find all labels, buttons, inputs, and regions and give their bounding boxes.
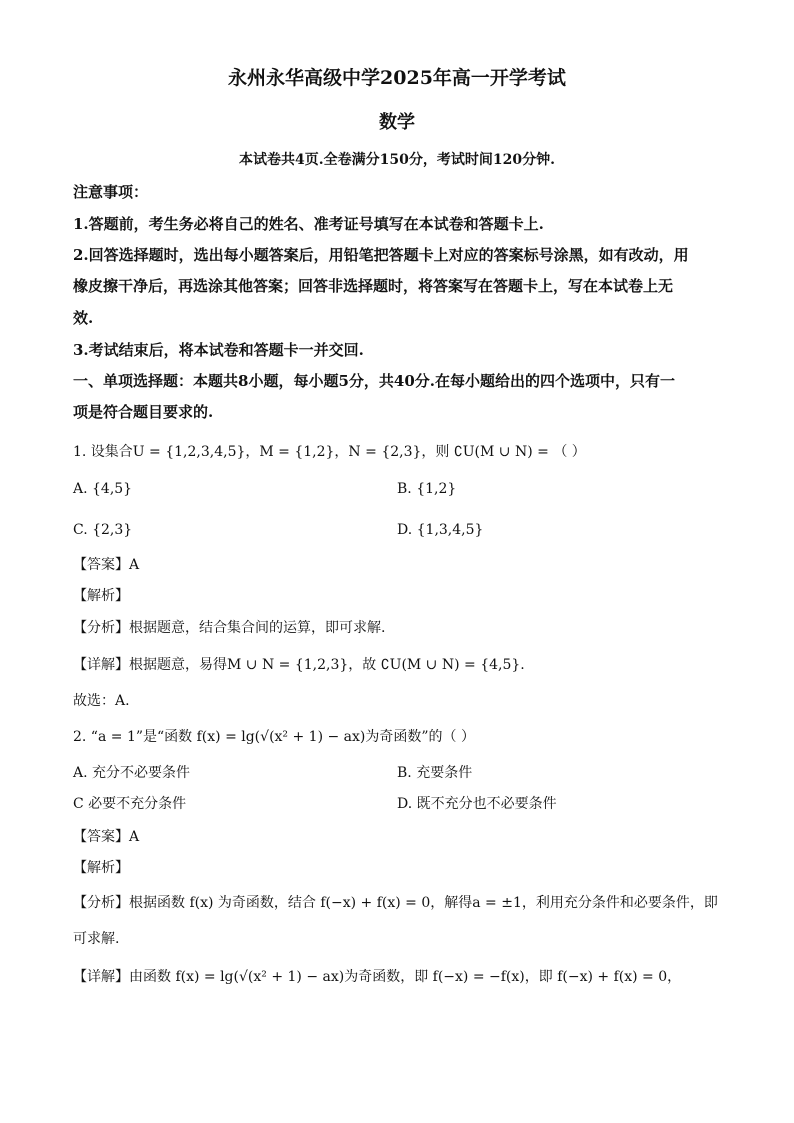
q1-stem: 1. 设集合U = {1,2,3,4,5}，M = {1,2}，N = {2,3}，则 ∁U(M ∪ N) = （ ） <box>73 444 586 460</box>
notes-heading: 注意事项： <box>73 183 149 201</box>
exam-subject: 数学 <box>379 112 415 133</box>
q1-option-a: A. {4,5} <box>73 481 133 497</box>
notes-item-2-line-2: 橡皮擦干净后，再选涂其他答案；回答非选择题时，将答案写在答题卡上，写在本试卷上无 <box>73 277 674 295</box>
q1-xiangjie: 【详解】根据题意，易得M ∪ N = {1,2,3}，故 ∁U(M ∪ N) = {4,5}. <box>73 657 525 673</box>
notes-item-2-line-1: 2.回答选择题时，选出每小题答案后，用铅笔把答题卡上对应的答案标号涂黑，如有改动，用 <box>73 246 689 264</box>
notes-item-3: 3.考试结束后，将本试卷和答题卡一并交回. <box>73 341 364 359</box>
q1-option-b: B. {1,2} <box>397 481 457 497</box>
q2-analysis-label: 【解析】 <box>73 860 129 876</box>
notes-item-1: 1.答题前，考生务必将自己的姓名、准考证号填写在本试卷和答题卡上. <box>73 215 544 233</box>
section-heading-line-1: 一、单项选择题：本题共8小题，每小题5分，共40分.在每小题给出的四个选项中，只有一 <box>73 372 675 390</box>
q2-xiangjie: 【详解】由函数 f(x) = lg(√(x² + 1) − ax)为奇函数，即 f(−x) = −f(x)，即 f(−x) + f(x) = 0， <box>73 969 682 985</box>
q1-analysis-label: 【解析】 <box>73 588 129 604</box>
exam-info: 本试卷共4页.全卷满分150分，考试时间120分钟. <box>239 152 555 168</box>
exam-title: 永州永华高级中学2025年高一开学考试 <box>228 67 566 89</box>
q2-fenxi-line-2: 可求解. <box>73 931 120 947</box>
notes-item-2-line-3: 效. <box>73 309 94 327</box>
q1-option-d: D. {1,3,4,5} <box>397 522 484 538</box>
q2-option-d: D. 既不充分也不必要条件 <box>397 796 557 812</box>
q2-answer: 【答案】A <box>73 829 140 845</box>
q2-stem: 2. “a = 1”是“函数 f(x) = lg(√(x² + 1) − ax)为奇函数”的（ ） <box>73 729 475 745</box>
q2-fenxi-line-1: 【分析】根据函数 f(x) 为奇函数，结合 f(−x) + f(x) = 0，解得a = ±1，利用充分条件和必要条件，即 <box>73 895 718 911</box>
q1-fenxi: 【分析】根据题意，结合集合间的运算，即可求解. <box>73 620 386 636</box>
q1-answer: 【答案】A <box>73 557 140 573</box>
q2-option-a: A. 充分不必要条件 <box>73 765 191 781</box>
section-heading-line-2: 项是符合题目要求的. <box>73 403 214 421</box>
q1-conclusion: 故选：A. <box>73 693 130 709</box>
q2-option-c: C 必要不充分条件 <box>73 796 187 812</box>
q2-option-b: B. 充要条件 <box>397 765 473 781</box>
q1-option-c: C. {2,3} <box>73 522 133 538</box>
